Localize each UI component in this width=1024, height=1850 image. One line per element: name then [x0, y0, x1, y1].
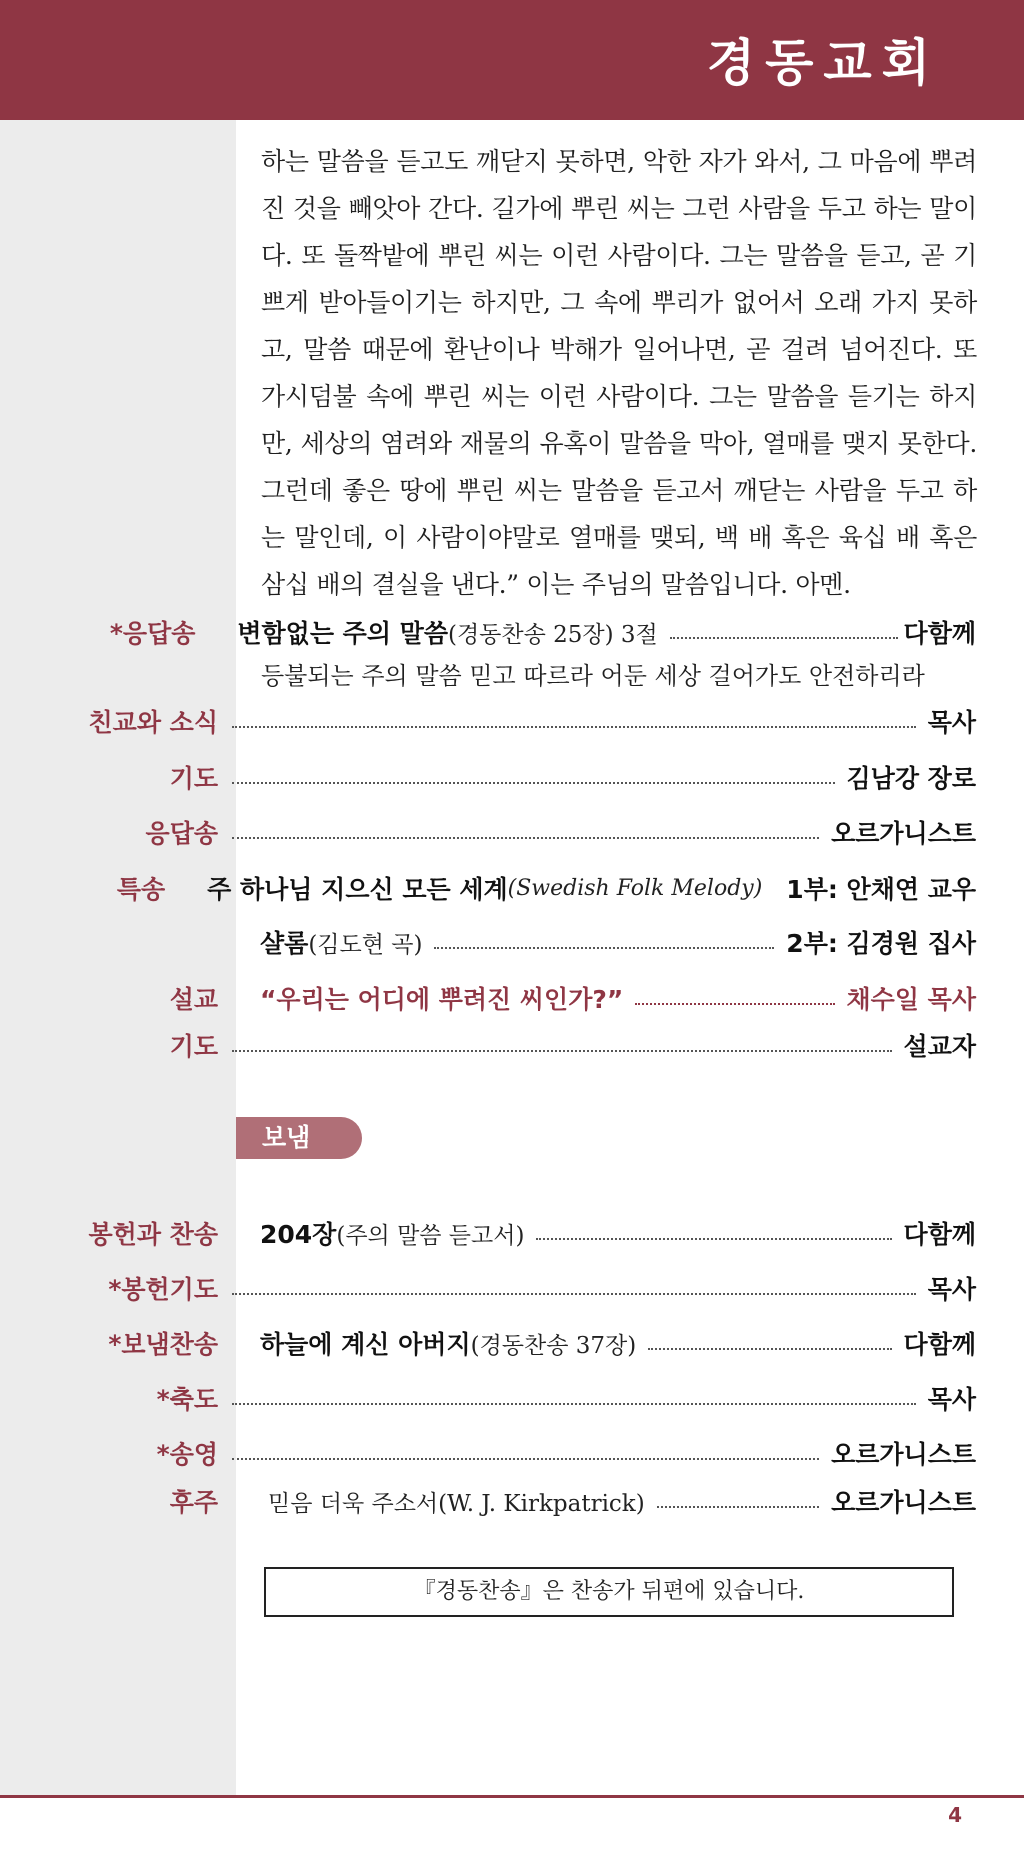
order-label: 특송	[116, 875, 166, 904]
order-content	[220, 980, 847, 1016]
order-performer: 다함께	[903, 1220, 976, 1249]
order-label: *응답송	[109, 619, 196, 648]
order-item-prayer	[0, 757, 1024, 797]
dotted-leader	[536, 1238, 891, 1240]
order-performer: 목사	[927, 1385, 976, 1414]
order-performer: 오르가니스트	[831, 819, 976, 848]
order-performer: 김남강 장로	[846, 764, 976, 793]
order-label: 응답송	[145, 819, 218, 848]
sermon-title: “우리는 어디에 뿌려진 씨인가?”	[260, 985, 624, 1014]
order-performer: 설교자	[903, 1032, 976, 1061]
order-label: *송영	[156, 1440, 218, 1469]
dotted-leader	[232, 782, 835, 784]
dotted-leader	[670, 637, 898, 639]
footer-divider	[0, 1795, 1024, 1798]
church-name: 경동교회	[706, 34, 940, 92]
order-item-response-song	[0, 612, 1024, 652]
section-heading-sending: 보냄	[236, 1117, 362, 1159]
hymn-note: (주의 말씀 듣고서)	[336, 1222, 525, 1249]
song-composer: (Swedish Folk Melody)	[507, 875, 763, 901]
order-label: 봉헌과 찬송	[88, 1220, 218, 1249]
order-performer: 오르가니스트	[831, 1440, 976, 1469]
order-content	[220, 924, 786, 960]
order-label: *봉헌기도	[108, 1275, 218, 1304]
order-content	[220, 1215, 904, 1251]
order-performer: 1부: 안채연 교우	[786, 875, 976, 904]
dotted-leader	[232, 1050, 892, 1052]
order-performer: 목사	[927, 1275, 976, 1304]
song-title: 샬롬	[260, 929, 309, 958]
order-item-prayer-2	[0, 1025, 1024, 1065]
dotted-leader	[232, 1403, 916, 1405]
order-item-benediction	[0, 1378, 1024, 1418]
order-item-special-song-2	[0, 922, 1024, 962]
order-label: 기도	[169, 1032, 218, 1061]
dotted-leader	[648, 1348, 891, 1350]
dotted-leader	[635, 1003, 834, 1005]
postlude-piece: 믿음 더욱 주소서(W. J. Kirkpatrick)	[268, 1490, 645, 1517]
order-item-special-song-1	[0, 868, 1024, 908]
dotted-leader	[232, 1458, 819, 1460]
order-content	[220, 1325, 904, 1361]
song-title: 주 하나님 지으신 모든 세계	[207, 875, 508, 904]
order-item-sermon	[0, 978, 1024, 1018]
order-item-doxology	[0, 1433, 1024, 1473]
scripture-text: 하는 말씀을 듣고도 깨닫지 못하면, 악한 자가 와서, 그 마음에 뿌려진 것을 빼앗아 간다. 길가에 뿌린 씨는 그런 사람을 두고 하는 말이다. 또 돌짝밭에 뿌린 씨는 이런 사람이다. 그는 말씀을 듣고, 곧 기쁘게 받아들이기는 하지만, 그 속에 뿌리가 없어서 오래 가지 못하고, 말씀 때문에 환난이나 박해가 일어나면, 곧 걸려 넘어진다. 또 가시덤불 속에 뿌린 씨는 이런 사람이다. 그는 말씀을 듣기는 하지만, 세상의 염려와 재물의 유혹이 말씀을 막아, 열매를 맺지 못한다. 그런데 좋은 땅에 뿌린 씨는 말씀을 듣고서 깨닫는 사람을 두고 하는 말인데, 이 사람이야말로 열매를 맺되, 백 배 혹은 육십 배 혹은 삼십 배의 결실을 낸다.” 이는 주님의 말씀입니다. 아멘.	[261, 147, 977, 599]
page-number: 4	[948, 1803, 962, 1827]
order-item-fellowship	[0, 701, 1024, 741]
hymn-note: (경동찬송 25장) 3절	[447, 621, 658, 648]
order-label: 친교와 소식	[88, 708, 218, 737]
hymn-title: 변함없는 주의 말씀	[237, 619, 448, 648]
hymn-note: (경동찬송 37장)	[470, 1332, 637, 1359]
order-item-postlude	[0, 1481, 1024, 1521]
hymnal-notice: 『경동찬송』은 찬송가 뒤편에 있습니다.	[264, 1567, 954, 1617]
order-content	[220, 1485, 831, 1518]
dotted-leader	[434, 947, 774, 949]
order-performer: 목사	[927, 708, 976, 737]
order-performer: 다함께	[903, 1330, 976, 1359]
order-content	[167, 870, 786, 906]
order-label: *축도	[156, 1385, 218, 1414]
order-performer: 다함께	[903, 619, 976, 648]
order-label: 설교	[169, 985, 218, 1014]
dotted-leader	[657, 1506, 819, 1508]
order-item-offering	[0, 1213, 1024, 1253]
order-item-sending-hymn	[0, 1323, 1024, 1363]
order-performer: 오르가니스트	[831, 1488, 976, 1517]
dotted-leader	[232, 1293, 916, 1295]
dotted-leader	[232, 837, 819, 839]
dotted-leader	[232, 726, 916, 728]
order-label: 기도	[169, 764, 218, 793]
order-item-offering-prayer	[0, 1268, 1024, 1308]
hymn-number: 204장	[260, 1220, 337, 1249]
song-composer: (김도현 곡)	[308, 931, 423, 958]
hymn-title: 하늘에 계신 아버지	[260, 1330, 471, 1359]
order-label: 후주	[169, 1488, 218, 1517]
order-content	[197, 614, 909, 650]
order-label: *보냄찬송	[108, 1330, 218, 1359]
order-performer: 채수일 목사	[846, 985, 976, 1014]
order-performer: 2부: 김경원 집사	[786, 929, 976, 958]
header-bar	[0, 0, 1024, 120]
hymn-lyrics: 등불되는 주의 말씀 믿고 따르라 어둔 세상 걸어가도 안전하리라	[261, 662, 925, 690]
order-item-response	[0, 812, 1024, 852]
